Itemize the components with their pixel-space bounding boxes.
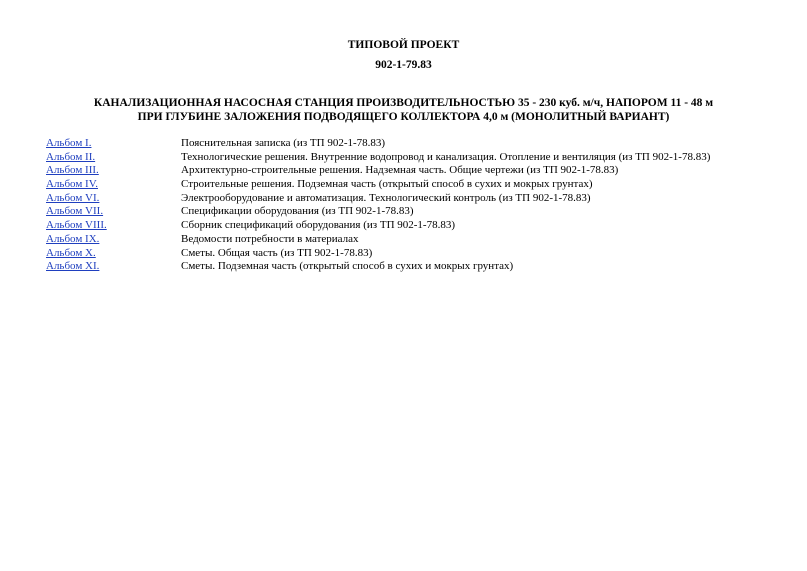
document-number: 902-1-79.83: [375, 59, 432, 71]
album-row-3: [46, 164, 786, 178]
album-description-6: Спецификации оборудования (из ТП 902-1-78.83): [181, 205, 414, 218]
album-link-3[interactable]: Альбом III.: [46, 164, 99, 177]
album-list: [46, 137, 786, 274]
document-kind-heading: ТИПОВОЙ ПРОЕКТ: [347, 39, 460, 51]
album-row-6: [46, 205, 786, 219]
album-description-1: Пояснительная записка (из ТП 902-1-78.83): [181, 137, 386, 149]
album-row-1: [46, 137, 786, 151]
album-description-4: Строительные решения. Подземная часть (открытый способ в сухих и мокрых грунтах): [181, 178, 593, 191]
album-description-8: Ведомости потребности в материалах: [181, 232, 359, 245]
album-link-4[interactable]: Альбом IV.: [46, 178, 98, 191]
album-row-2: [46, 151, 786, 165]
album-description-10: Сметы. Подземная часть (открытый способ в сухих и мокрых грунтах): [181, 260, 514, 273]
album-link-1[interactable]: Альбом I.: [46, 137, 92, 149]
album-row-5: [46, 192, 786, 206]
album-description-7: Сборник спецификаций оборудования (из ТП 902-1-78.83): [181, 219, 456, 232]
project-title-line-2: ПРИ ГЛУБИНЕ ЗАЛОЖЕНИЯ ПОДВОДЯЩЕГО КОЛЛЕКТОРА 4,0 м (МОНОЛИТНЫЙ ВАРИАНТ): [137, 111, 670, 123]
album-link-9[interactable]: Альбом X.: [46, 246, 96, 259]
album-link-6[interactable]: Альбом VII.: [46, 205, 104, 218]
album-link-8[interactable]: Альбом IX.: [46, 232, 100, 245]
album-row-9: [46, 247, 786, 261]
album-row-10: [46, 260, 786, 274]
album-description-9: Сметы. Общая часть (из ТП 902-1-78.83): [181, 246, 373, 259]
album-link-7[interactable]: Альбом VIII.: [46, 219, 107, 232]
album-row-8: [46, 233, 786, 247]
album-link-10[interactable]: Альбом XI.: [46, 260, 100, 273]
album-row-4: [46, 178, 786, 192]
album-description-3: Архитектурно-строительные решения. Надземная часть. Общие чертежи (из ТП 902-1-78.83): [181, 164, 619, 177]
album-row-7: [46, 219, 786, 233]
album-link-2[interactable]: Альбом II.: [46, 150, 96, 163]
album-description-5: Электрооборудование и автоматизация. Технологический контроль (из ТП 902-1-78.83): [181, 191, 591, 204]
album-link-5[interactable]: Альбом VI.: [46, 191, 100, 204]
project-title-line-1: КАНАЛИЗАЦИОННАЯ НАСОСНАЯ СТАНЦИЯ ПРОИЗВОДИТЕЛЬНОСТЬЮ 35 - 230 куб. м/ч, НАПОРОМ 11 - 48 м: [93, 97, 714, 109]
album-description-2: Технологические решения. Внутренние водопровод и канализация. Отопление и вентиляция (из ТП 902-1-78.83): [181, 150, 711, 163]
